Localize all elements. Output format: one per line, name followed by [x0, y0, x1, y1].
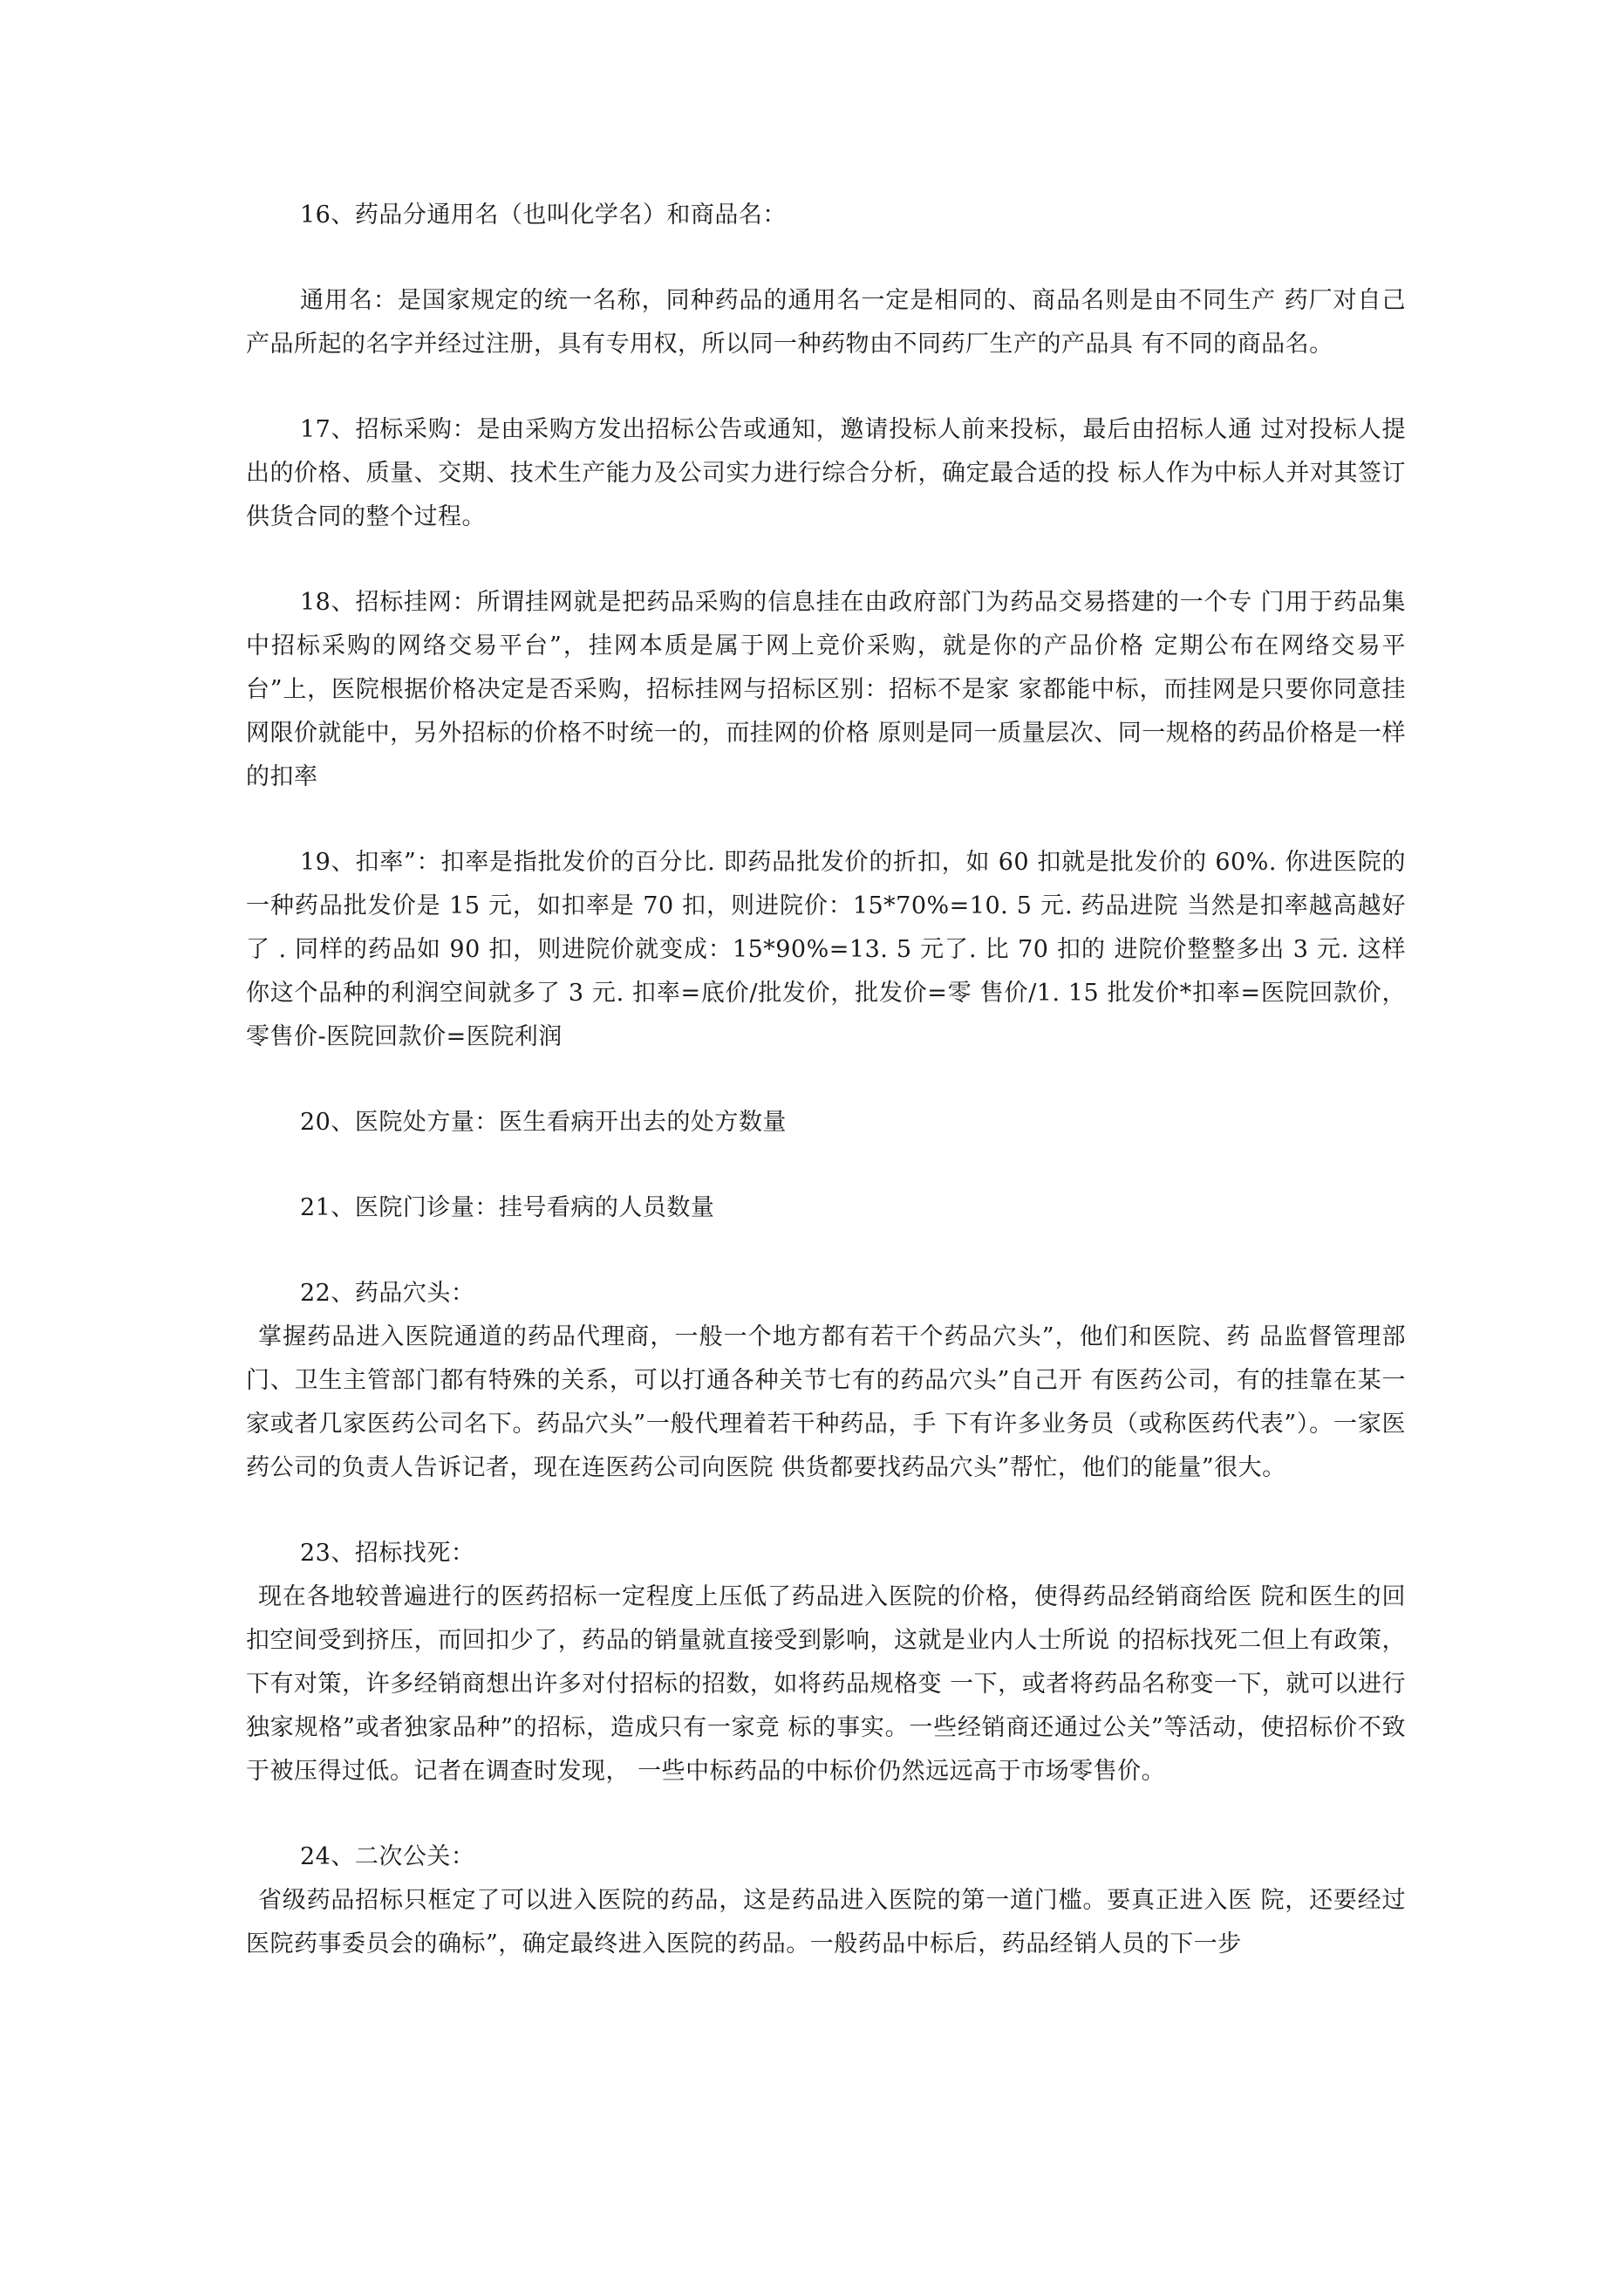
paragraph-22-body: 掌握药品进入医院通道的药品代理商，一般一个地方都有若干个药品穴头”，他们和医院、药 品监督管理部门、卫生主管部门都有特殊的关系，可以打通各种关节七有的药品穴头”自己开 有医药公司，有的挂靠在某一家或者几家医药公司名下。药品穴头”一般代理着若干种药品，手 下有许多业务员（或称医药代表”）。一家医药公司的负责人告诉记者，现在连医药公司向医院 供货都要找药品穴头”帮忙，他们的能量”很大。: [246, 1323, 1406, 1481]
paragraph-generic-name: 通用名：是国家规定的统一名称，同种药品的通用名一定是相同的、商品名则是由不同生产 药厂对自己产品所起的名字并经过注册，具有专用权，所以同一种药物由不同药厂生产的产品具 有不同的商品名。: [246, 287, 1406, 358]
paragraph-20: 20、医院处方量：医生看病开出去的处方数量: [300, 1109, 787, 1136]
paragraph-17: 17、招标采购：是由采购方发出招标公告或通知，邀请投标人前来投标，最后由招标人通 过对投标人提出的价格、质量、交期、技术生产能力及公司实力进行综合分析，确定最合适的投 标人作为中标人并对其签订供货合同的整个过程。: [246, 416, 1406, 530]
paragraph-24-body: 省级药品招标只框定了可以进入医院的药品，这是药品进入医院的第一道门槛。要真正进入医 院，还要经过医院药事委员会的确标”，确定最终进入医院的药品。一般药品中标后，药品经销人员的下一步: [246, 1887, 1406, 1958]
paragraph-18: 18、招标挂网：所谓挂网就是把药品采购的信息挂在由政府部门为药品交易搭建的一个专 门用于药品集中招标采购的网络交易平台”，挂网本质是属于网上竞价采购，就是你的产品价格 定期公布在网络交易平台”上，医院根据价格决定是否采购，招标挂网与招标区别：招标不是家 家都能中标，而挂网是只要你同意挂网限价就能中，另外招标的价格不时统一的，而挂网的价格 原则是同一质量层次、同一规格的药品价格是一样的扣率: [246, 589, 1406, 790]
paragraph-16: 16、药品分通用名（也叫化学名）和商品名：: [300, 202, 787, 229]
document-page: [246, 194, 1406, 1966]
paragraph-21: 21、医院门诊量：挂号看病的人员数量: [300, 1194, 715, 1221]
heading-24: 24、二次公关：: [300, 1843, 475, 1870]
heading-23: 23、招标找死：: [300, 1540, 475, 1567]
paragraph-19: 19、扣率”：扣率是指批发价的百分比. 即药品批发价的折扣，如 60 扣就是批发价的 60%. 你进医院的一种药品批发价是 15 元，如扣率是 70 扣，则进院价：15*70%=10. 5 元. 药品进院 当然是扣率越高越好了 . 同样的药品如 90 扣，则进院价就变成：15*90%=13. 5 元了. 比 70 扣的 进院价整整多出 3 元. 这样你这个品种的利润空间就多了 3 元. 扣率=底价/批发价，批发价=零 售价/1. 15 批发价*扣率=医院回款价，零售价-医院回款价=医院利润: [246, 849, 1406, 1050]
paragraph-23-body: 现在各地较普遍进行的医药招标一定程度上压低了药品进入医院的价格，使得药品经销商给医 院和医生的回扣空间受到挤压，而回扣少了，药品的销量就直接受到影响，这就是业内人士所说 的招标找死二但上有政策，下有对策，许多经销商想出许多对付招标的招数，如将药品规格变 一下，或者将药品名称变一下，就可以进行独家规格”或者独家品种”的招标，造成只有一家竞 标的事实。一些经销商还通过公关”等活动，使招标价不致于被压得过低。记者在调查时发现， 一些中标药品的中标价仍然远远高于市场零售价。: [246, 1583, 1406, 1785]
heading-22: 22、药品穴头：: [300, 1280, 475, 1307]
